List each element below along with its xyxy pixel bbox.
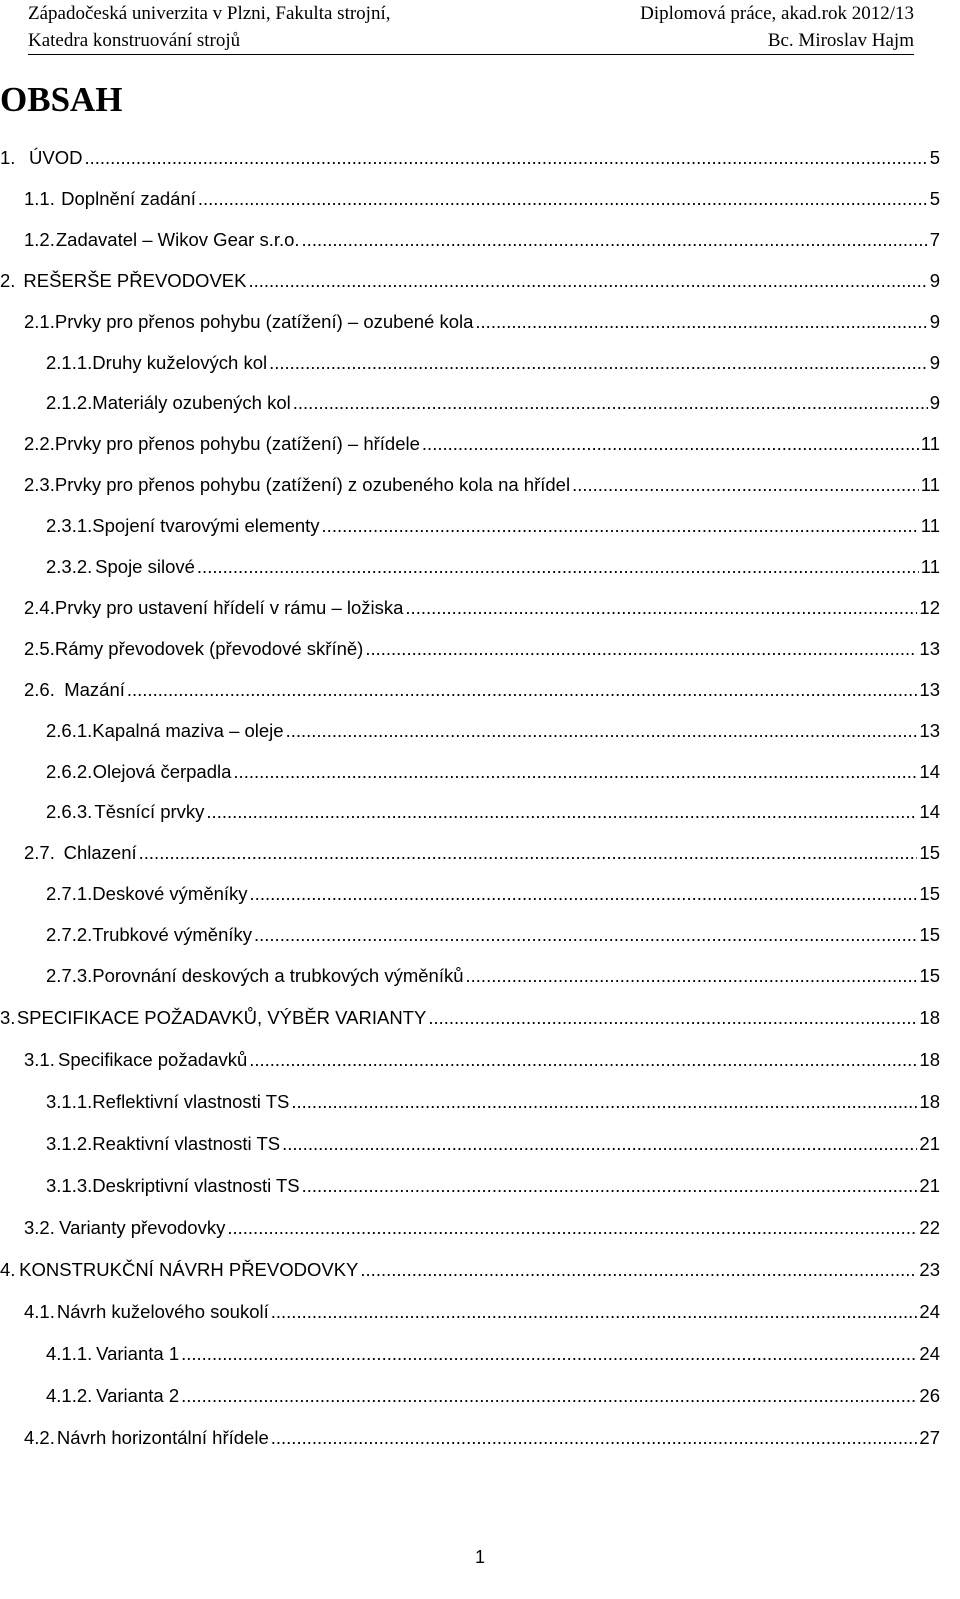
- toc-entry-number: 4.1.: [24, 1301, 55, 1322]
- toc-entry[interactable]: [46, 713, 940, 743]
- toc-entry-page: 18: [919, 1049, 940, 1070]
- toc-entry-title: SPECIFIKACE POŽADAVKŮ, VÝBĚR VARIANTY: [16, 1007, 427, 1028]
- toc-entry-number: 2.1.2.: [46, 392, 93, 414]
- toc-dot-leader: [282, 1132, 917, 1156]
- toc-entry-number: 2.6.1.: [46, 719, 93, 741]
- toc-entry-number: 2.7.3.: [46, 965, 93, 986]
- toc-entry-number: 4.1.1.: [46, 1343, 93, 1364]
- toc-entry-number: 3.1.3.: [46, 1175, 93, 1196]
- toc-entry-number: 2.2.: [24, 433, 55, 455]
- toc-entry-page: 24: [919, 1343, 940, 1364]
- toc-entry[interactable]: [46, 876, 940, 906]
- toc-entry[interactable]: [0, 263, 940, 293]
- toc-entry-title: Návrh horizontální hřídele: [56, 1427, 269, 1448]
- toc-entry[interactable]: [46, 754, 940, 784]
- toc-entry-number: 2.7.2.: [46, 924, 93, 946]
- toc-entry[interactable]: [46, 958, 940, 988]
- page-number: 1: [474, 1547, 485, 1567]
- toc-entry-number: 3.2.: [24, 1217, 55, 1238]
- toc-entry-title: Kapalná maziva – oleje: [92, 719, 284, 741]
- toc-entry-page: 5: [929, 147, 940, 168]
- toc-entry-title: KONSTRUKČNÍ NÁVRH PŘEVODOVKY: [19, 1259, 359, 1280]
- toc-dot-leader: [227, 1216, 917, 1240]
- toc-entry-page: 9: [929, 351, 940, 373]
- toc-entry-title: Varianty převodovky: [59, 1217, 226, 1238]
- toc-entry-page: 15: [919, 883, 940, 905]
- toc-entry-title: Deskové výměníky: [92, 883, 248, 905]
- toc-entry-title: Druhy kuželových kol: [92, 351, 268, 373]
- toc-entry-page: 5: [929, 187, 940, 209]
- toc-entry[interactable]: [24, 1042, 940, 1072]
- toc-entry-number: 2.1.: [24, 310, 55, 332]
- toc-entry[interactable]: [24, 467, 940, 497]
- toc-entry-title: Doplnění zadání: [61, 187, 196, 209]
- toc-entry-number: 2.6.3.: [46, 801, 93, 823]
- toc-entry-page: 11: [920, 474, 940, 496]
- toc-entry[interactable]: [24, 1294, 940, 1324]
- toc-entry-page: 11: [920, 515, 940, 537]
- toc-dot-leader: [197, 555, 919, 579]
- toc-entry-page: 18: [919, 1091, 940, 1112]
- toc-entry-number: 1.: [0, 147, 16, 168]
- toc-dot-leader: [428, 1006, 917, 1030]
- toc-dot-leader: [572, 473, 919, 497]
- toc-entry-page: 13: [919, 719, 940, 741]
- toc-entry[interactable]: [0, 1252, 940, 1282]
- toc-dot-leader: [286, 719, 918, 743]
- toc-dot-leader: [269, 351, 928, 375]
- toc-entry[interactable]: [46, 1336, 940, 1366]
- toc-entry[interactable]: [0, 140, 940, 170]
- toc-entry-page: 14: [919, 760, 940, 782]
- toc-entry-page: 27: [919, 1427, 940, 1448]
- toc-entry-number: 4.2.: [24, 1427, 55, 1448]
- toc-entry-number: 4.1.2.: [46, 1385, 93, 1406]
- toc-dot-leader: [291, 1090, 917, 1114]
- toc-entry-title: Návrh kuželového soukolí: [56, 1301, 269, 1322]
- toc-entry[interactable]: [46, 917, 940, 947]
- toc-entry-page: 22: [919, 1217, 940, 1238]
- toc-entry-title: Varianta 1: [96, 1343, 180, 1364]
- toc-entry-title: Varianta 2: [96, 1385, 180, 1406]
- toc-dot-leader: [360, 1258, 917, 1282]
- toc-dot-leader: [206, 800, 917, 824]
- toc-dot-leader: [475, 310, 927, 334]
- toc-entry[interactable]: [24, 835, 940, 865]
- toc-dot-leader: [302, 1174, 918, 1198]
- toc-entry[interactable]: [24, 1420, 940, 1450]
- toc-entry-number: 2.: [0, 269, 16, 291]
- page-header: [28, 0, 914, 55]
- toc-entry-page: 21: [919, 1133, 940, 1154]
- toc-entry-number: 3.: [0, 1007, 16, 1028]
- toc-entry[interactable]: [0, 1000, 940, 1030]
- header-department: Katedra konstruování strojů: [28, 30, 241, 51]
- toc-entry[interactable]: [24, 426, 940, 456]
- toc-entry-page: 24: [919, 1301, 940, 1322]
- toc-entry-page: 7: [929, 228, 940, 250]
- toc-dot-leader: [271, 1426, 918, 1450]
- toc-entry-number: 2.3.1.: [46, 515, 93, 537]
- toc-entry-page: 9: [929, 269, 940, 291]
- toc-dot-leader: [181, 1342, 917, 1366]
- toc-dot-leader: [271, 1300, 918, 1324]
- toc-entry[interactable]: [46, 1168, 940, 1198]
- toc-entry-number: 4.: [0, 1259, 16, 1280]
- toc-entry-title: Spojení tvarovými elementy: [92, 515, 320, 537]
- toc-entry-page: 11: [920, 433, 940, 455]
- header-author: Bc. Miroslav Hajm: [767, 30, 914, 51]
- toc-dot-leader: [302, 228, 928, 252]
- toc-entry[interactable]: [46, 345, 940, 375]
- toc-dot-leader: [405, 596, 917, 620]
- toc-entry-number: 2.7.1.: [46, 883, 93, 905]
- toc-entry-page: 18: [919, 1007, 940, 1028]
- toc-entry-title: Těsnící prvky: [94, 801, 205, 823]
- toc-dot-leader: [181, 1384, 917, 1408]
- toc-entry-title: ÚVOD: [29, 147, 83, 168]
- toc-entry-number: 2.5.: [24, 637, 55, 659]
- toc-entry[interactable]: [24, 631, 940, 661]
- toc-entry[interactable]: [24, 1210, 940, 1240]
- toc-dot-leader: [84, 146, 927, 170]
- toc-dot-leader: [198, 187, 928, 211]
- toc-entry-number: 2.4.: [24, 596, 55, 618]
- toc-entry-page: 15: [919, 924, 940, 946]
- toc-entry[interactable]: [46, 794, 940, 824]
- toc-entry-page: 13: [919, 637, 940, 659]
- toc-entry-page: 9: [929, 392, 940, 414]
- toc-entry-page: 23: [919, 1259, 940, 1280]
- toc-dot-leader: [249, 1048, 917, 1072]
- toc-entry-title: Reflektivní vlastnosti TS: [92, 1091, 290, 1112]
- toc-entry[interactable]: [46, 549, 940, 579]
- toc-entry-page: 12: [919, 596, 940, 618]
- toc-entry[interactable]: [46, 385, 940, 415]
- header-row-1: [28, 0, 914, 27]
- toc-entry-title: Spoje silové: [95, 556, 195, 577]
- toc-entry-page: 13: [919, 678, 940, 700]
- toc-entry-page: 11: [920, 556, 940, 577]
- toc-entry[interactable]: [46, 508, 940, 538]
- toc-entry[interactable]: [46, 1126, 940, 1156]
- toc-dot-leader: [233, 760, 917, 784]
- toc-entry[interactable]: [24, 222, 940, 252]
- toc-dot-leader: [254, 923, 917, 947]
- toc-entry-title: REŠERŠE PŘEVODOVEK: [23, 269, 247, 291]
- toc-entry-page: 15: [919, 842, 940, 864]
- toc-entry-page: 14: [919, 801, 940, 823]
- toc-dot-leader: [422, 432, 919, 456]
- header-thesis: Diplomová práce, akad.rok 2012/13: [640, 3, 914, 24]
- toc-entry-title: Specifikace požadavků: [58, 1049, 248, 1070]
- toc-entry-title: Zadavatel – Wikov Gear s.r.o.: [55, 228, 300, 250]
- toc-entry-number: 3.1.1.: [46, 1091, 93, 1112]
- toc-entry-number: 3.1.2.: [46, 1133, 93, 1154]
- toc-entry-page: 26: [919, 1385, 940, 1406]
- toc-entry-title: Prvky pro přenos pohybu (zatížení) z ozubeného kola na hřídel: [54, 474, 571, 496]
- toc-dot-leader: [127, 678, 918, 702]
- toc-entry-title: Prvky pro přenos pohybu (zatížení) – hřídele: [54, 433, 420, 455]
- toc-dot-leader: [365, 637, 917, 661]
- toc-entry-number: 3.1.: [24, 1049, 55, 1070]
- toc-entry-number: 2.1.1.: [46, 351, 93, 373]
- toc-entry-number: 2.3.2.: [46, 556, 93, 577]
- toc-entry[interactable]: [24, 590, 940, 620]
- toc-entry-number: 1.2.: [24, 228, 55, 250]
- toc-dot-leader: [250, 882, 918, 906]
- toc-entry-title: Materiály ozubených kol: [92, 392, 291, 414]
- header-row-2: [28, 27, 914, 54]
- page-title: OBSAH: [0, 80, 123, 119]
- toc-entry-number: 2.3.: [24, 474, 55, 496]
- toc-dot-leader: [139, 841, 918, 865]
- toc-dot-leader: [322, 514, 919, 538]
- toc-dot-leader: [293, 391, 928, 415]
- toc-entry[interactable]: [24, 181, 940, 211]
- toc-entry-title: Prvky pro přenos pohybu (zatížení) – ozubené kola: [54, 310, 474, 332]
- toc-entry-title: Deskriptivní vlastnosti TS: [92, 1175, 300, 1196]
- toc-entry-page: 21: [919, 1175, 940, 1196]
- toc-entry-number: 2.6.2.: [46, 760, 93, 782]
- toc-entry-title: Olejová čerpadla: [92, 760, 232, 782]
- toc-entry[interactable]: [24, 672, 940, 702]
- toc-dot-leader: [466, 964, 918, 988]
- toc-dot-leader: [248, 269, 927, 293]
- toc-entry-title: Prvky pro ustavení hřídelí v rámu – ložiska: [54, 596, 404, 618]
- header-university: Západočeská univerzita v Plzni, Fakulta strojní,: [28, 3, 391, 24]
- toc-entry-title: Rámy převodovek (převodové skříně): [54, 637, 364, 659]
- toc-entry[interactable]: [46, 1378, 940, 1408]
- toc-entry-title: Trubkové výměníky: [92, 924, 252, 946]
- toc-entry-page: 9: [929, 310, 940, 332]
- toc-entry-number: 1.1.: [24, 187, 55, 209]
- toc-entry-title: Chlazení: [63, 842, 137, 864]
- toc-entry-number: 2.6.: [24, 678, 55, 700]
- toc-entry[interactable]: [24, 304, 940, 334]
- toc-entry-page: 15: [919, 965, 940, 986]
- toc-entry-title: Porovnání deskových a trubkových výměníků: [92, 965, 464, 986]
- toc-entry-title: Mazání: [64, 678, 125, 700]
- toc-entry[interactable]: [46, 1084, 940, 1114]
- toc-entry-number: 2.7.: [24, 842, 55, 864]
- toc-entry-title: Reaktivní vlastnosti TS: [92, 1133, 281, 1154]
